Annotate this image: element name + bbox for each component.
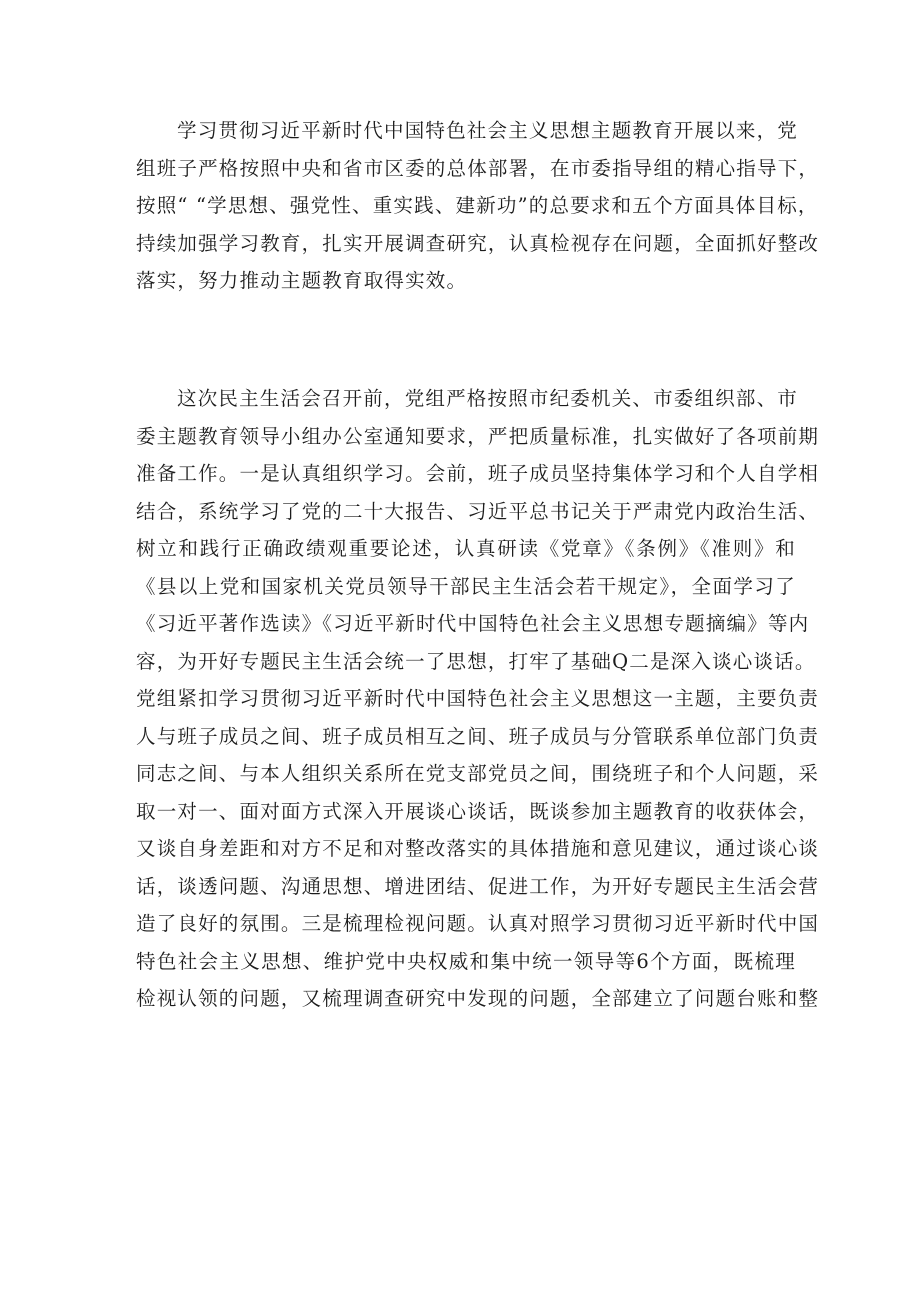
text-line: 又谈自身差距和对方不足和对整改落实的具体措施和意见建议，通过谈心谈 <box>136 837 820 860</box>
text-line: 取一对一、面对面方式深入开展谈心谈话，既谈参加主题教育的收获体会， <box>136 799 820 823</box>
text-line: 《习近平著作选读》《习近平新时代中国特色社会主义思想专题摘编》等内 <box>136 612 810 635</box>
text-line: 落实，努力推动主题教育取得实效。 <box>136 269 468 292</box>
text-line: 委主题教育领导小组办公室通知要求，严把质量标准，扎实做好了各项前期 <box>136 424 820 448</box>
text-line: 检视认领的问题，又梳理调查研究中发现的问题，全部建立了问题台账和整 <box>136 987 820 1010</box>
text-line: 准备工作。一是认真组织学习。会前，班子成员坚持集体学习和个人自学相 <box>136 462 820 485</box>
text-line: 党组紧扣学习贯彻习近平新时代中国特色社会主义思想这一主题，主要负责 <box>136 687 820 710</box>
text-line: 《县以上党和国家机关党员领导干部民主生活会若干规定》，全面学习了 <box>136 574 796 598</box>
paragraph-1 <box>136 112 820 300</box>
text-line: 学习贯彻习近平新时代中国特色社会主义思想主题教育开展以来，党 <box>177 119 799 142</box>
text-line: 同志之间、与本人组织关系所在党支部党员之间，围绕班子和个人问题，采 <box>136 762 820 785</box>
text-line: 持续加强学习教育，扎实开展调查研究，认真检视存在问题，全面抓好整改 <box>136 231 820 255</box>
text-line: 特色社会主义思想、维护党中央权威和集中统一领导等6个方面，既梳理 <box>136 949 796 973</box>
paragraph-2 <box>136 380 820 1018</box>
text-line: 组班子严格按照中央和省市区委的总体部署，在市委指导组的精心指导下， <box>136 156 820 180</box>
text-line: 容，为开好专题民主生活会统一了思想，打牢了基础Q二是深入谈心谈话。 <box>136 649 816 673</box>
text-line: 造了良好的氛围。三是梳理检视问题。认真对照学习贯彻习近平新时代中国 <box>136 912 820 935</box>
text-line: 树立和践行正确政绩观重要论述，认真研读《党章》《条例》《准则》和 <box>136 537 796 560</box>
text-line: 这次民主生活会召开前，党组严格按照市纪委机关、市委组织部、市 <box>177 387 799 410</box>
text-line: 人与班子成员之间、班子成员相互之间、班子成员与分管联系单位部门负责 <box>136 724 820 748</box>
text-line: 按照“ “学思想、强党性、重实践、建新功”的总要求和五个方面具体目标， <box>136 194 819 217</box>
text-line: 话，谈透问题、沟通思想、增进团结、促进工作，为开好专题民主生活会营 <box>136 874 820 898</box>
text-line: 结合，系统学习了党的二十大报告、习近平总书记关于严肃党内政治生活、 <box>136 499 820 523</box>
